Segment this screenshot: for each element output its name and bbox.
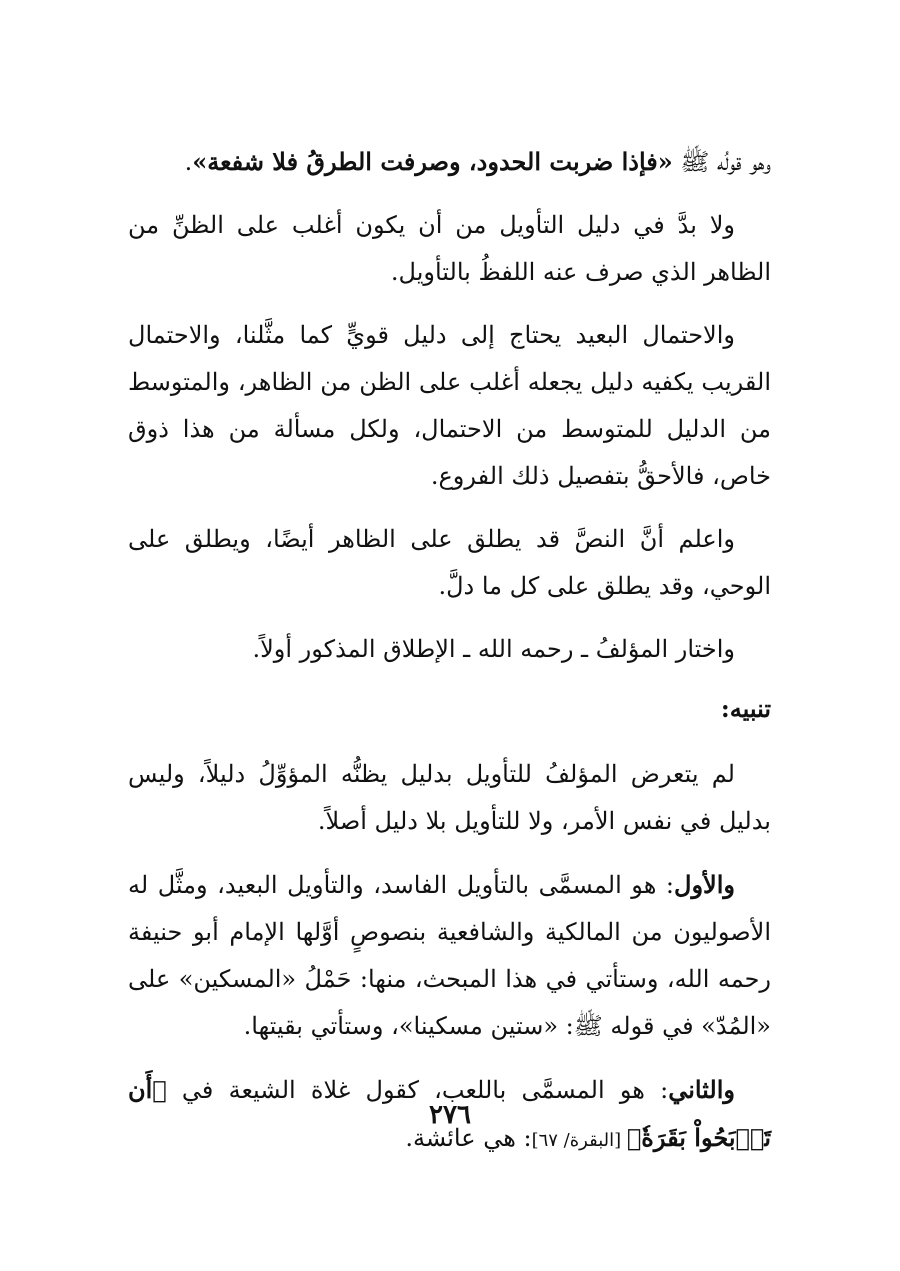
verse-reference: [البقرة/ ٦٧] xyxy=(531,1130,627,1151)
page-number: ٢٧٦ xyxy=(429,1100,471,1130)
page-body xyxy=(128,138,771,1180)
paragraph-first-body: : هو المسمَّى بالتأويل الفاسد، والتأويل البعيد، ومثَّل له الأصوليون من المالكية والشافعية بنصوصٍ أوَّلها الإمام أبو حنيفة رحمه الله، وستأتي في هذا المبحث، منها: حَمْلُ «المسكين» على «المُدّ» في قوله ﷺ: «ستين مسكينا»، وستأتي بقيتها. xyxy=(128,871,771,1040)
paragraph-second-lead: والثاني xyxy=(668,1075,735,1104)
paragraph-second-tail: : هي عائشة. xyxy=(405,1124,532,1152)
paragraph-second-body: : هو المسمَّى باللعب، كقول غلاة الشيعة في xyxy=(166,1076,669,1104)
section-heading: تنبيه: xyxy=(720,694,771,723)
paragraph-first xyxy=(128,861,771,1050)
hadith-quote: «فإذا ضربت الحدود، وصرفت الطرقُ فلا شفعة» xyxy=(192,147,673,176)
paragraph-first-lead: والأول xyxy=(674,870,735,899)
paragraph-interpretation-evidence: ولا بدَّ في دليل التأويل من أن يكون أغلب على الظنِّ من الظاهر الذي صرف عنه اللفظُ بالتأويل. xyxy=(128,211,771,286)
paragraph-probability: والاحتمال البعيد يحتاج إلى دليل قويٍّ كما مثَّلنا، والاحتمال القريب يكفيه دليل يجعله أغلب على الظن من الظاهر، والمتوسط من الدليل للمتوسط من الاحتمال، ولكل مسألة من هذا ذوق خاص، فالأحقُّ بتفصيل ذلك الفروع. xyxy=(128,321,771,490)
paragraph-nass: واعلم أنَّ النصَّ قد يطلق على الظاهر أيضًا، ويطلق على الوحي، وقد يطلق على كل ما دلَّ. xyxy=(128,525,771,600)
paragraph-hadith-intro: وهو قولُه ﷺ xyxy=(672,148,771,176)
paragraph-author-choice: واختار المؤلفُ ـ رحمه الله ـ الإطلاق المذكور أولاً. xyxy=(252,635,735,663)
paragraph-hadith xyxy=(128,138,771,186)
paragraph-note: لم يتعرض المؤلفُ للتأويل بدليل يظنُّه المؤوِّلُ دليلاً، وليس بدليل في نفس الأمر، ولا للتأويل بلا دليل أصلاً. xyxy=(128,760,771,835)
quran-verse: ﴿أَن تَذۡبَحُواْ بَقَرَةٗ﴾ xyxy=(128,1075,771,1152)
paragraph-hadith-end: . xyxy=(184,148,193,176)
